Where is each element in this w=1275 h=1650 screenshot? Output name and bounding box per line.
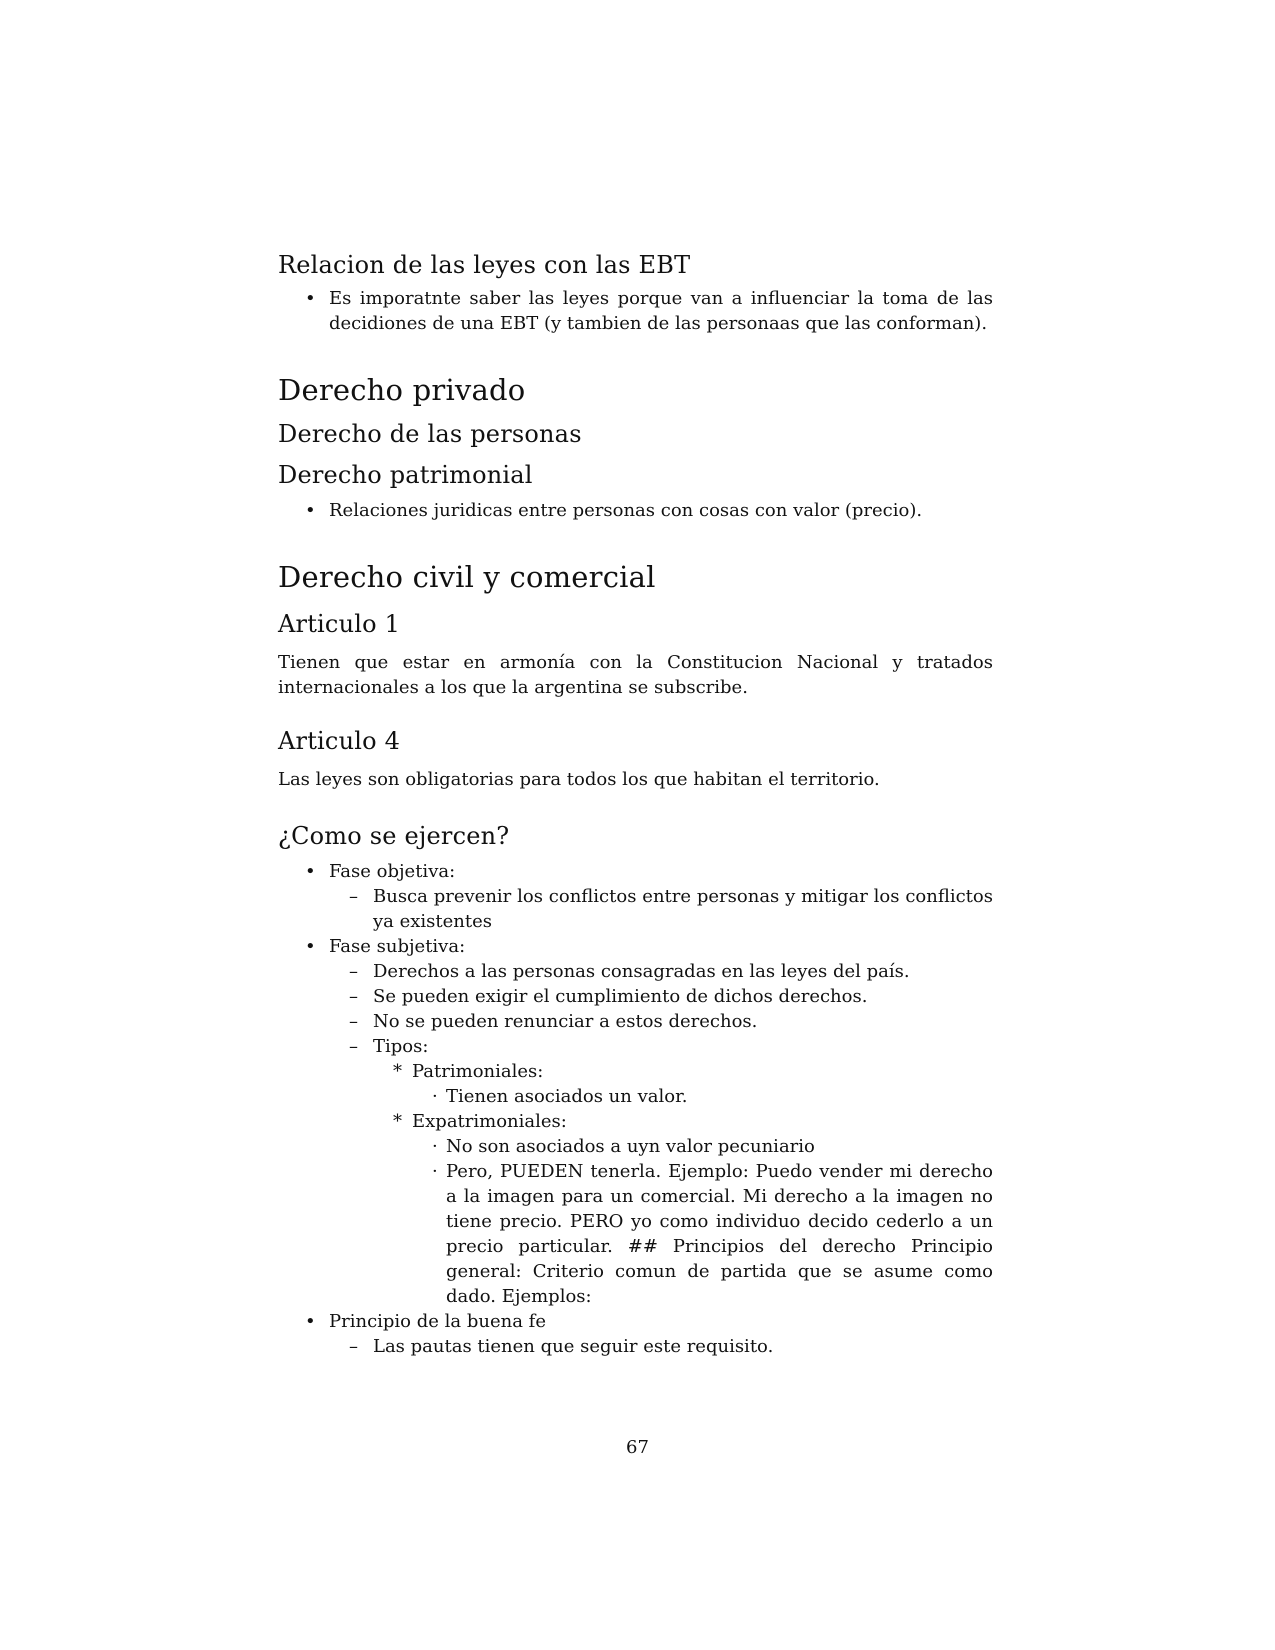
sublist-fase-objetiva — [329, 884, 993, 934]
list-item — [278, 1309, 993, 1359]
list-item: – No se pueden renunciar a estos derechos. — [329, 1009, 993, 1034]
bullet-list-ejercen — [278, 859, 993, 1359]
list-item — [278, 934, 993, 1309]
tipos-label: Tipos: — [373, 1036, 429, 1057]
list-item: – Busca prevenir los conflictos entre personas y mitigar los conflictos ya existentes — [329, 884, 993, 934]
fase-objetiva-label: Fase objetiva: — [329, 861, 456, 882]
list-item — [278, 859, 993, 934]
list-item: – Derechos a las personas consagradas en las leyes del país. — [329, 959, 993, 984]
heading-derecho-patrimonial: Derecho patrimonial — [278, 461, 533, 489]
heading-relacion: Relacion de las leyes con las EBT — [278, 251, 691, 279]
heading-derecho-personas: Derecho de las personas — [278, 420, 582, 448]
heading-articulo-4: Articulo 4 — [278, 727, 401, 755]
expatrimoniales-label: Expatrimoniales: — [412, 1111, 567, 1132]
list-item: • Relaciones juridicas entre personas con cosas con valor (precio). — [278, 498, 993, 523]
list-item: · Pero, PUEDEN tenerla. Ejemplo: Puedo vender mi derecho a la imagen para un comercial. Mi derecho a la imagen no tiene precio. PERO yo como individuo decido cederlo a un precio particular. ## Principios del derecho Principio general: Criterio comun de partida que se asume como dado. Ejemplos: — [412, 1159, 993, 1309]
list-item: – Las pautas tienen que seguir este requisito. — [329, 1334, 993, 1359]
list-item: · No son asociados a uyn valor pecuniario — [412, 1134, 993, 1159]
page-content — [278, 250, 993, 1359]
patrimoniales-label: Patrimoniales: — [412, 1061, 544, 1082]
sublist-buena-fe — [329, 1334, 993, 1359]
sublist-fase-subjetiva — [329, 959, 993, 1309]
list-item — [373, 1109, 993, 1309]
list-item — [373, 1059, 993, 1109]
heading-como-se-ejercen: ¿Como se ejercen? — [278, 822, 510, 850]
bullet-list-patrimonial — [278, 498, 993, 523]
buena-fe-label: Principio de la buena fe — [329, 1311, 546, 1332]
sublist-expatrimoniales — [412, 1134, 993, 1309]
list-item: · Tienen asociados un valor. — [412, 1084, 993, 1109]
list-item: – Se pueden exigir el cumplimiento de dichos derechos. — [329, 984, 993, 1009]
heading-articulo-1: Articulo 1 — [278, 610, 401, 638]
list-item — [329, 1034, 993, 1309]
heading-derecho-privado: Derecho privado — [278, 373, 526, 407]
sublist-tipos — [373, 1059, 993, 1309]
heading-derecho-civil: Derecho civil y comercial — [278, 560, 656, 594]
bullet-list-relacion — [278, 286, 993, 336]
page-number: 67 — [626, 1437, 649, 1458]
sublist-patrimoniales — [412, 1084, 993, 1109]
paragraph-articulo-4: Las leyes son obligatorias para todos los que habitan el territorio. — [278, 769, 880, 790]
fase-subjetiva-label: Fase subjetiva: — [329, 936, 466, 957]
paragraph-articulo-1: Tienen que estar en armonía con la Constitucion Nacional y tratados internacionales a los que la argentina se subscribe. — [278, 652, 993, 698]
list-item: • Es imporatnte saber las leyes porque van a influenciar la toma de las decidiones de una EBT (y tambien de las personaas que las conforman). — [278, 286, 993, 336]
